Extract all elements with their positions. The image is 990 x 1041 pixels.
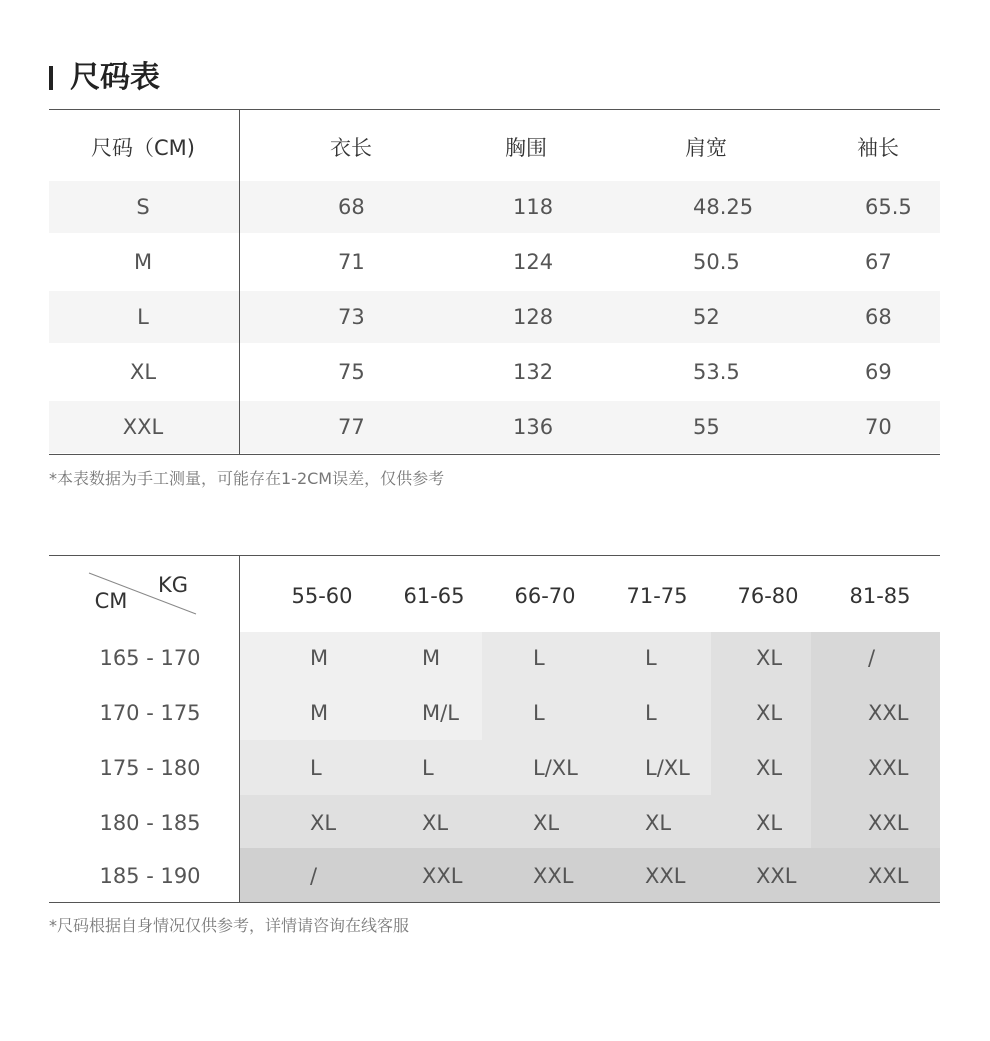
size-recommendation-cell: M — [422, 646, 441, 670]
size-recommendation-cell: M — [310, 701, 329, 725]
table1-cell: 77 — [338, 415, 365, 439]
table1-cell: 52 — [693, 305, 720, 329]
weight-header-0: 55-60 — [291, 584, 353, 608]
corner-cm-label: CM — [94, 589, 128, 613]
size-recommendation-cell: L/XL — [533, 756, 578, 780]
table1-header-1: 衣长 — [330, 136, 372, 160]
height-range-label: 175 - 180 — [99, 756, 201, 780]
height-range-label: 165 - 170 — [99, 646, 201, 670]
height-range-label: 185 - 190 — [99, 864, 201, 888]
size-recommendation-cell: XXL — [645, 864, 686, 888]
size-recommendation-cell: XXL — [422, 864, 463, 888]
size-recommendation-cell: XXL — [868, 756, 909, 780]
size-recommendation-cell: XL — [310, 811, 337, 835]
size-recommendation-cell: XL — [756, 701, 783, 725]
table1-size-label: XXL — [122, 415, 164, 439]
corner-kg-label: KG — [157, 573, 189, 597]
size-recommendation-cell: XXL — [868, 701, 909, 725]
size-recommendation-cell: XL — [756, 811, 783, 835]
table1-size-label: L — [137, 305, 149, 329]
table1-cell: 71 — [338, 250, 365, 274]
size-recommendation-cell: / — [310, 864, 318, 888]
title-accent-bar — [49, 66, 53, 90]
table1-cell: 67 — [865, 250, 892, 274]
table2-bottom-border — [49, 902, 940, 903]
table1-cell: 70 — [865, 415, 892, 439]
size-recommendation-cell: XL — [645, 811, 672, 835]
table1-cell: 128 — [513, 305, 554, 329]
weight-header-3: 71-75 — [626, 584, 688, 608]
size-recommendation-cell: L — [645, 701, 657, 725]
size-recommendation-cell: XXL — [868, 864, 909, 888]
table1-cell: 69 — [865, 360, 892, 384]
table1-cell: 55 — [693, 415, 720, 439]
corner-diagonal — [49, 556, 239, 632]
size-recommendation-cell: L — [533, 646, 545, 670]
size-recommendation-cell: L — [533, 701, 545, 725]
table1-size-label: S — [136, 195, 150, 219]
weight-header-2: 66-70 — [514, 584, 576, 608]
weight-header-1: 61-65 — [403, 584, 465, 608]
size-recommendation-cell: M — [310, 646, 329, 670]
table1-cell: 73 — [338, 305, 365, 329]
page-title: 尺码表 — [70, 60, 160, 95]
table1-header-0: 尺码（CM) — [91, 136, 195, 160]
table1-cell: 68 — [338, 195, 365, 219]
size-recommendation-cell: L — [422, 756, 434, 780]
weight-header-5: 81-85 — [849, 584, 911, 608]
table1-note: *本表数据为手工测量，可能存在1-2CM误差，仅供参考 — [49, 469, 445, 488]
table1-cell: 65.5 — [865, 195, 912, 219]
table2-note: *尺码根据自身情况仅供参考，详情请咨询在线客服 — [49, 916, 410, 935]
table1-bottom-border — [49, 454, 940, 455]
table1-header-4: 袖长 — [857, 136, 899, 160]
size-recommendation-cell: XL — [756, 646, 783, 670]
size-recommendation-cell: M/L — [422, 701, 459, 725]
table1-cell: 75 — [338, 360, 365, 384]
size-recommendation-cell: XXL — [533, 864, 574, 888]
size-recommendation-cell: XL — [422, 811, 449, 835]
table1-divider — [239, 109, 240, 454]
table1-size-label: M — [133, 250, 153, 274]
table1-cell: 68 — [865, 305, 892, 329]
weight-header-4: 76-80 — [737, 584, 799, 608]
table1-cell: 53.5 — [693, 360, 740, 384]
table1-size-label: XL — [129, 360, 157, 384]
table1-cell: 48.25 — [693, 195, 754, 219]
table1-cell: 50.5 — [693, 250, 740, 274]
size-recommendation-cell: XXL — [868, 811, 909, 835]
size-recommendation-cell: / — [868, 646, 876, 670]
size-recommendation-cell: XL — [533, 811, 560, 835]
table1-cell: 118 — [513, 195, 554, 219]
size-recommendation-cell: L — [310, 756, 322, 780]
table1-cell: 132 — [513, 360, 554, 384]
table2-divider — [239, 556, 240, 903]
table1-cell: 124 — [513, 250, 554, 274]
size-recommendation-cell: XXL — [756, 864, 797, 888]
table1-top-border — [49, 109, 940, 110]
table1-cell: 136 — [513, 415, 554, 439]
size-recommendation-cell: L/XL — [645, 756, 690, 780]
size-recommendation-cell: L — [645, 646, 657, 670]
size-recommendation-cell: XL — [756, 756, 783, 780]
height-range-label: 180 - 185 — [99, 811, 201, 835]
table1-header-3: 肩宽 — [685, 136, 727, 160]
height-range-label: 170 - 175 — [99, 701, 201, 725]
table1-header-2: 胸围 — [505, 136, 547, 160]
